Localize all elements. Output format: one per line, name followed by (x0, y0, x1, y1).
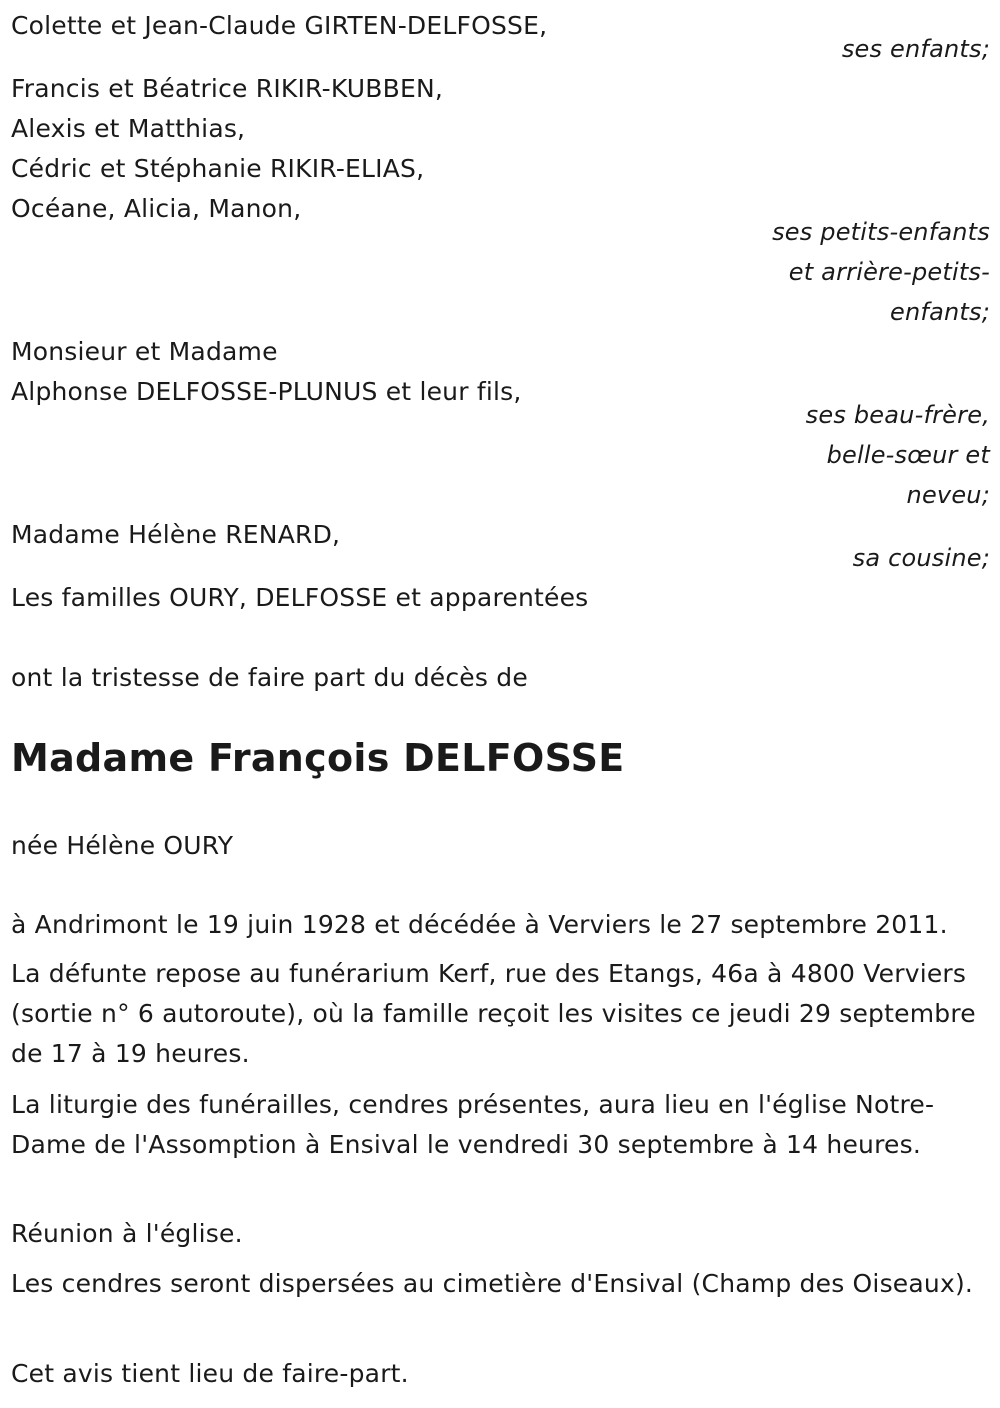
grandchildren-line-3: Cédric et Stéphanie RIKIR-ELIAS, (11, 154, 425, 183)
cousin-name: Madame Hélène RENARD, (11, 520, 341, 549)
grandchildren-role (772, 212, 990, 332)
grandchildren-line-2: Alexis et Matthias, (11, 114, 246, 143)
birth-death-info: à Andrimont le 19 juin 1928 et décédée à Verviers le 27 septembre 2011. (11, 910, 948, 939)
notice-statement: Cet avis tient lieu de faire-part. (11, 1359, 409, 1388)
liturgy-info: La liturgie des funérailles, cendres présentes, aura lieu en l'église Notre-Dame de l'Assomption à Ensival le vendredi 30 septembre à 14 heures. (11, 1090, 935, 1159)
grandchildren-line-1: Francis et Béatrice RIKIR-KUBBEN, (11, 74, 444, 103)
gathering-info: Réunion à l'église. (11, 1219, 243, 1248)
ashes-info: Les cendres seront dispersées au cimetière d'Ensival (Champ des Oiseaux). (11, 1269, 974, 1298)
grandchildren-role-line-3: enfants; (890, 298, 990, 326)
cousin-role: sa cousine; (852, 544, 990, 572)
children-role: ses enfants; (841, 35, 990, 63)
inlaws-role-line-1: ses beau-frère, (805, 401, 990, 429)
inlaws-line-1: Monsieur et Madame (11, 337, 278, 366)
inlaws-line-2: Alphonse DELFOSSE-PLUNUS et leur fils, (11, 377, 522, 406)
deceased-name: Madame François DELFOSSE (11, 736, 625, 780)
grandchildren-role-line-2: et arrière-petits- (788, 258, 990, 286)
grandchildren-role-line-1: ses petits-enfants (772, 218, 990, 246)
inlaws-role (806, 395, 990, 515)
funeral-home-info: La défunte repose au funérarium Kerf, rue des Etangs, 46a à 4800 Verviers (sortie n° 6 autoroute), où la famille reçoit les visites ce jeudi 29 septembre de 17 à 19 heures. (11, 959, 976, 1068)
grandchildren-line-4: Océane, Alicia, Manon, (11, 194, 302, 223)
announcement: ont la tristesse de faire part du décès de (11, 663, 528, 692)
inlaws-role-line-2: belle-sœur et (826, 441, 990, 469)
children-names: Colette et Jean-Claude GIRTEN-DELFOSSE, (11, 11, 548, 40)
inlaws-role-line-3: neveu; (906, 481, 990, 509)
other-families: Les familles OURY, DELFOSSE et apparentées (11, 583, 589, 612)
maiden-name: née Hélène OURY (11, 831, 234, 860)
